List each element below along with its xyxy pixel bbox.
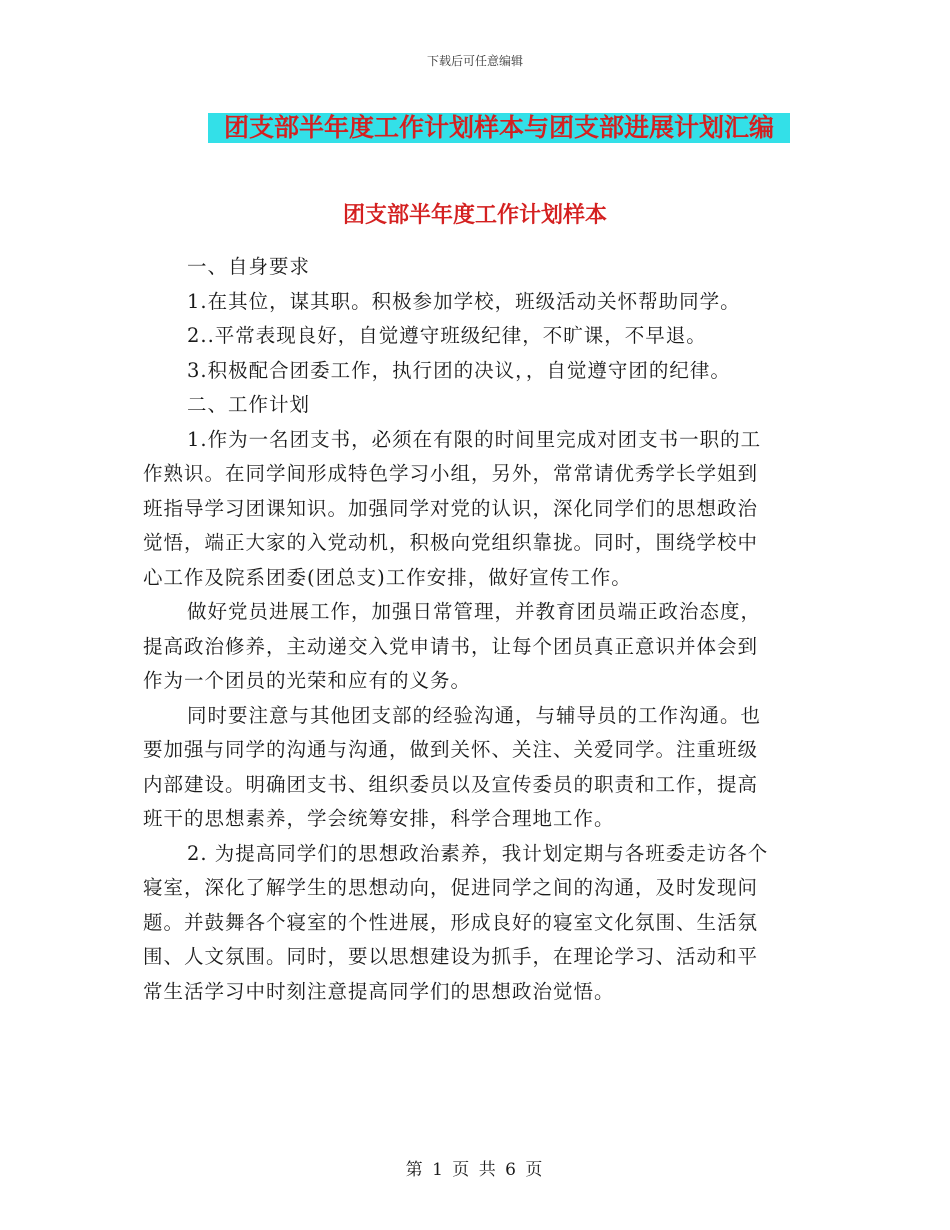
text-line: 常生活学习中时刻注意提高同学们的思想政治觉悟。 xyxy=(143,979,615,1003)
text-line: 题。并鼓舞各个寝室的个性进展，形成良好的寝室文化氛围、生活氛 xyxy=(143,910,759,934)
text-line: 2. 为提高同学们的思想政治素养，我计划定期与各班委走访各个 xyxy=(187,841,769,865)
text-line: 做好党员进展工作，加强日常管理，并教育团员端正政治态度， xyxy=(187,600,762,623)
document-main-title: 团支部半年度工作计划样本与团支部进展计划汇编 xyxy=(208,113,790,143)
text-line: 二、工作计划 xyxy=(187,393,311,416)
text-line: 要加强与同学的沟通与沟通，做到关怀、关注、关爱同学。注重班级 xyxy=(143,738,759,761)
text-line: 2..平常表现良好，自觉遵守班级纪律，不旷课，不早退。 xyxy=(187,324,707,347)
text-line: 同时要注意与其他团支部的经验沟通，与辅导员的工作沟通。也 xyxy=(187,703,762,727)
document-body xyxy=(143,250,803,1009)
text-line: 班干的思想素养，学会统筹安排，科学合理地工作。 xyxy=(143,807,615,830)
text-line: 班指导学习团课知识。加强同学对党的认识，深化同学们的思想政治 xyxy=(143,496,759,520)
section-title: 团支部半年度工作计划样本 xyxy=(342,202,607,228)
page-footer: 第 1 页 共 6 页 xyxy=(405,1160,545,1180)
header-note: 下载后可任意编辑 xyxy=(426,54,523,68)
text-line: 心工作及院系团委(团总支)工作安排，做好宣传工作。 xyxy=(143,565,632,589)
text-line: 1.作为一名团支书，必须在有限的时间里完成对团支书一职的工 xyxy=(187,427,762,451)
text-line: 内部建设。明确团支书、组织委员以及宣传委员的职责和工作，提高 xyxy=(143,772,759,796)
text-line: 1.在其位，谋其职。积极参加学校，班级活动关怀帮助同学。 xyxy=(187,289,741,313)
text-line: 一、自身要求 xyxy=(187,255,311,278)
text-line: 觉悟，端正大家的入党动机，积极向党组织靠拢。同时，围绕学校中 xyxy=(143,531,759,554)
text-line: 作熟识。在同学间形成特色学习小组，另外，常常请优秀学长学姐到 xyxy=(143,462,759,485)
text-line: 围、人文氛围。同时，要以思想建设为抓手，在理论学习、活动和平 xyxy=(143,945,759,968)
text-line: 寝室，深化了解学生的思想动向，促进同学之间的沟通，及时发现问 xyxy=(143,876,759,899)
text-line: 提高政治修养，主动递交入党申请书，让每个团员真正意识并体会到 xyxy=(143,634,759,658)
text-line: 3.积极配合团委工作，执行团的决议，，自觉遵守团的纪律。 xyxy=(187,358,731,382)
text-line: 作为一个团员的光荣和应有的义务。 xyxy=(143,669,472,692)
